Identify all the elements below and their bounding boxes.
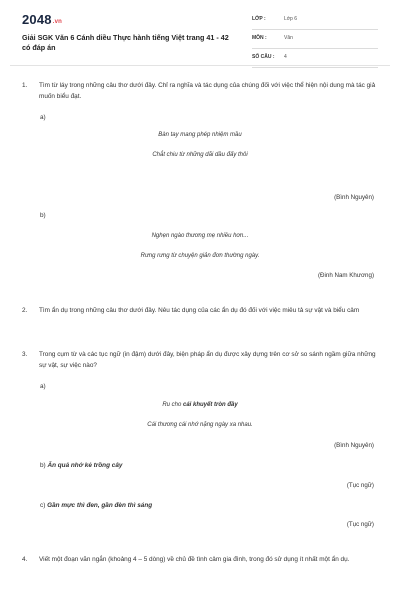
q3-a-verse-1-plain: Ru cho bbox=[162, 402, 183, 408]
question-3-number: 3. bbox=[22, 351, 28, 358]
meta-row-lop bbox=[252, 14, 378, 30]
q1-b-verse-2: Rưng rưng từ chuyện giản đơn thường ngày. bbox=[140, 253, 260, 259]
q3-a-verse-1 bbox=[0, 402, 400, 408]
q1-a-author: (Bình Nguyên) bbox=[334, 194, 374, 201]
q3-c-source: (Tục ngữ) bbox=[346, 521, 374, 528]
mon-label: MÔN : bbox=[252, 35, 267, 41]
question-1 bbox=[22, 80, 380, 102]
q1-a-verse-2: Chắt chiu từ những dãi dầu đấy thôi bbox=[152, 152, 248, 158]
question-2-number: 2. bbox=[22, 307, 28, 314]
question-4-number: 4. bbox=[22, 556, 28, 563]
q3-a-label: a) bbox=[40, 383, 46, 390]
q3-b-text: Ăn quả nhớ kẻ trồng cây bbox=[47, 462, 123, 469]
q1-a-label: a) bbox=[40, 114, 46, 121]
lop-label: LỚP : bbox=[252, 16, 266, 22]
question-4 bbox=[22, 554, 380, 565]
q3-a-author: (Bình Nguyên) bbox=[334, 442, 374, 449]
q1-a-verse-1: Bàn tay mang phép nhiệm mầu bbox=[158, 132, 242, 138]
question-3 bbox=[22, 349, 380, 371]
q3-b-item bbox=[40, 462, 122, 469]
meta-info bbox=[252, 14, 378, 71]
meta-row-mon bbox=[252, 33, 378, 49]
lop-value: Lớp 6 bbox=[284, 16, 298, 22]
q3-b-source: (Tục ngữ) bbox=[346, 482, 374, 489]
q3-c-item bbox=[40, 502, 152, 509]
q3-a-verse-1-bold: cái khuyết tròn đầy bbox=[183, 402, 238, 408]
q1-b-verse-1: Nghẹn ngào thương mẹ nhiều hơn... bbox=[151, 233, 249, 239]
logo-suffix: .vn bbox=[52, 19, 63, 25]
q3-c-label: c) bbox=[40, 502, 46, 509]
q1-b-author: (Đinh Nam Khương) bbox=[318, 272, 374, 279]
question-4-text: Viết một đoạn văn ngắn (khoảng 4 – 5 dòng) về chủ đề tình cảm gia đình, trong đó sử dụng ít nhất một ẩn dụ. bbox=[39, 556, 350, 563]
q3-a-verse-2: Cái thương cái nhớ nặng ngày xa nhau. bbox=[147, 422, 253, 428]
q1-b-label: b) bbox=[40, 212, 46, 219]
q3-b-label: b) bbox=[40, 462, 46, 469]
socau-label: SỐ CÂU : bbox=[252, 54, 275, 60]
question-1-number: 1. bbox=[22, 82, 28, 89]
question-3-text: Trong cụm từ và các tục ngữ (in đậm) dưới đây, biện pháp ẩn dụ được xây dựng trên cơ sở so sánh ngầm giữa những sự vật, sự việc nào? bbox=[39, 351, 376, 369]
q3-c-text: Gần mực thì đen, gần đèn thì sáng bbox=[47, 502, 153, 509]
site-logo[interactable] bbox=[22, 12, 62, 27]
question-2-text: Tìm ẩn dụ trong những câu thơ dưới đây. Nêu tác dụng của các ẩn dụ đó đối với việc miêu tả sự vật và biểu cảm bbox=[39, 307, 360, 314]
document-title: Giải SGK Văn 6 Cánh diều Thực hành tiếng Việt trang 41 - 42 có đáp án bbox=[22, 33, 229, 52]
socau-value: 4 bbox=[284, 54, 287, 60]
question-1-text: Tìm từ láy trong những câu thơ dưới đây. Chỉ ra nghĩa và tác dụng của chúng đối với việc thể hiện nội dung mà tác giả muốn biểu đạt. bbox=[39, 82, 376, 100]
question-2 bbox=[22, 305, 380, 316]
logo-text: 2048 bbox=[22, 12, 52, 27]
mon-value: Văn bbox=[284, 35, 293, 41]
document-header bbox=[0, 0, 400, 66]
header-divider bbox=[10, 65, 390, 66]
